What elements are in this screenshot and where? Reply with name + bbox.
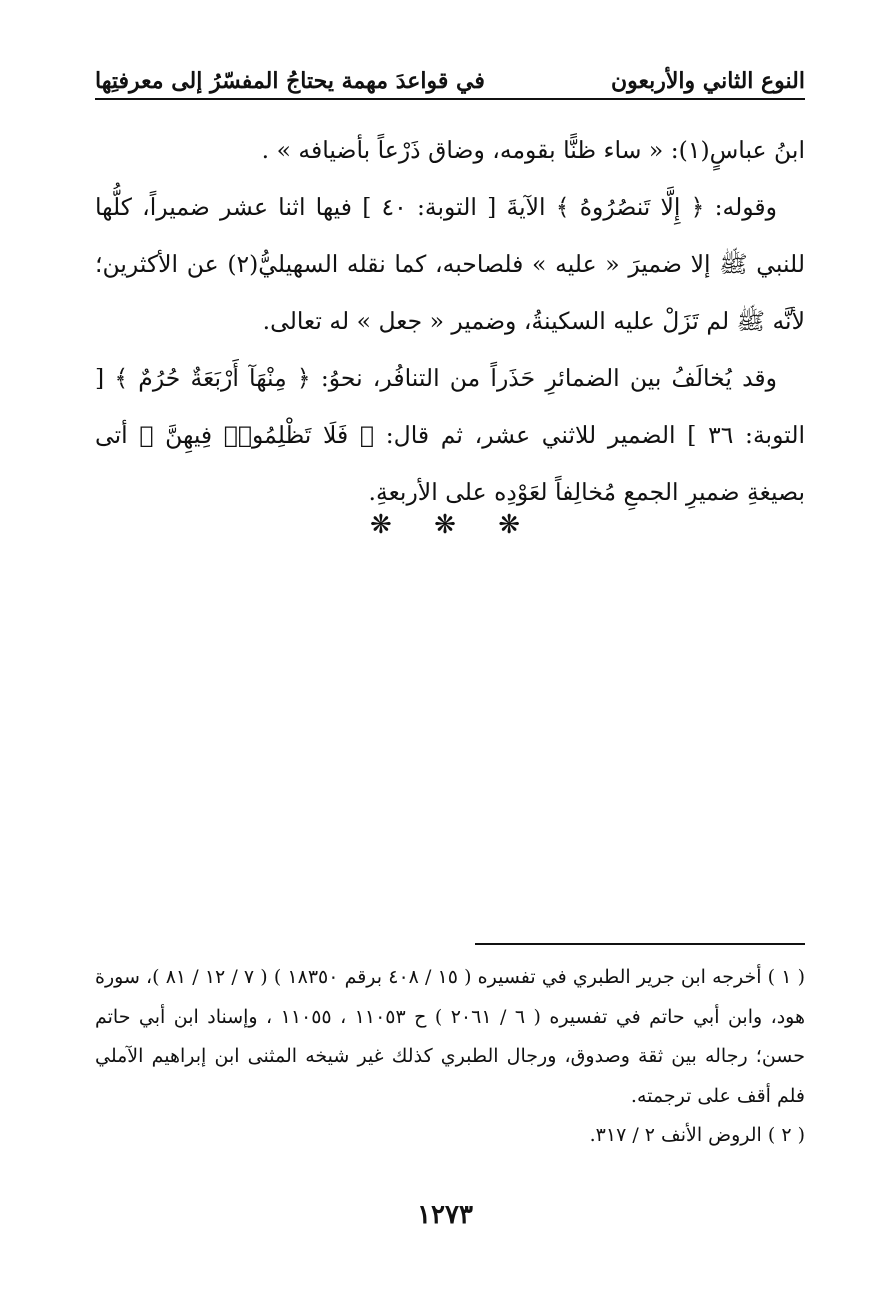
paragraph: وقوله: ﴿ إِلَّا تَنصُرُوهُ ﴾ الآيةَ [ التوبة: ٤٠ ] فيها اثنا عشر ضميراً، كلُّها للنبي ﷺ إلا ضميرَ « عليه » فلصاحبه، كما نقله السهيليُّ(٢) عن الأكثرين؛ لأنَّه ﷺ لم تَزَلْ عليه السكينةُ، وضمير « جعل » له تعالى. xyxy=(95,193,805,335)
header-topic-title: في قواعدَ مهمة يحتاجُ المفسّرُ إلى معرفتِها xyxy=(95,68,485,94)
section-separator xyxy=(370,505,520,545)
page-number: ١٢٧٣ xyxy=(417,1200,473,1230)
main-text xyxy=(95,122,805,521)
asterism-icon: ❋ xyxy=(434,510,456,540)
paragraph: ابنُ عباسٍ(١): « ساء ظنًّا بقومه، وضاق ذَرْعاً بأضيافه » . xyxy=(261,136,805,164)
footnote: ( ٢ ) الروض الأنف ٢ / ٣١٧. xyxy=(589,1124,805,1146)
asterism-icon: ❋ xyxy=(370,510,392,540)
header-chapter-title: النوع الثاني والأربعون xyxy=(610,68,805,94)
footnote-divider xyxy=(475,943,805,945)
paragraph: وقد يُخالَفُ بين الضمائرِ حَذَراً من التنافُر، نحوُ: ﴿ مِنْهَآ أَرْبَعَةٌ حُرُمٌ ﴾ [ التوبة: ٣٦ ] الضمير للاثني عشر، ثم قال: ﴿ فَلَا تَظْلِمُوا۟ فِيهِنَّ ﴾ أتى بصيغةِ ضميرِ الجمعِ مُخالِفاً لعَوْدِه على الأربعةِ. xyxy=(95,364,806,506)
asterism-icon: ❋ xyxy=(498,510,520,540)
footnote: ( ١ ) أخرجه ابن جرير الطبري في تفسيره ( ١٥ / ٤٠٨ برقم ١٨٣٥٠ ) ( ٧ / ١٢ / ٨١ )، سورة هود، وابن أبي حاتم في تفسيره ( ٦ / ٢٠٦١ ) ح ١١٠٥٣ ، ١١٠٥٥ ، وإسناد ابن أبي حاتم حسن؛ رجاله بين ثقة وصدوق، ورجال الطبري كذلك غير شيخه المثنى ابن إبراهيم الآملي فلم أقف على ترجمته. xyxy=(95,966,806,1107)
footnotes xyxy=(95,958,805,1156)
running-header xyxy=(95,58,805,100)
